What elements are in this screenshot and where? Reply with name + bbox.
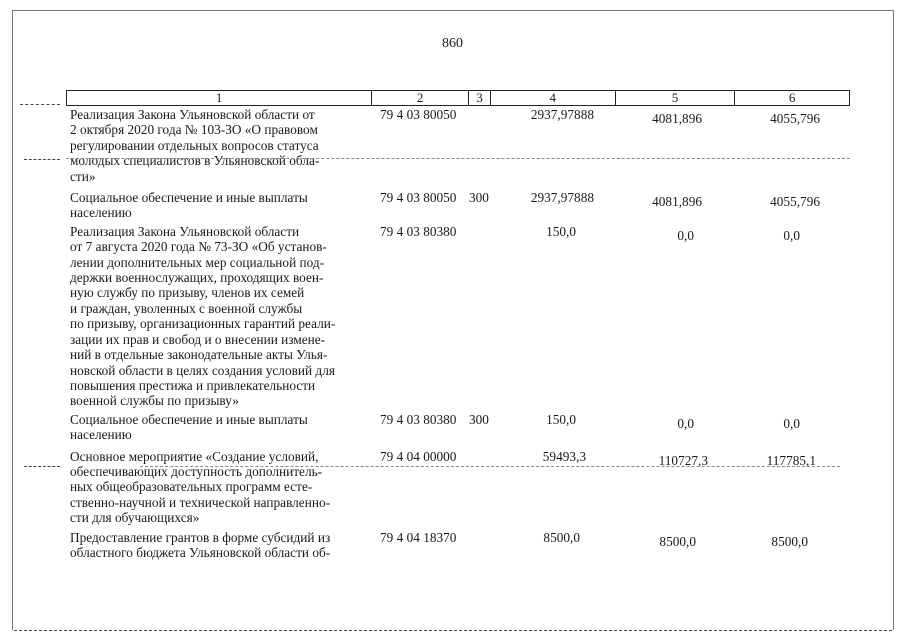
row-value-2022: 117785,1: [766, 452, 816, 468]
scan-dash-row-1: [66, 158, 850, 160]
row-value-2020: 8500,0: [543, 529, 580, 545]
table-header-row: [66, 90, 850, 106]
header-col-4: 4: [491, 91, 616, 105]
row-name-line: регулировании отдельных вопросов статуса: [70, 137, 319, 153]
table-row: [66, 107, 850, 184]
row-value-2021: 110727,3: [658, 452, 708, 468]
table-row: [66, 190, 850, 221]
row-value-2021: 0,0: [677, 415, 694, 431]
scan-dash-row-2: [140, 466, 840, 468]
row-code: 79 4 03 80050: [380, 190, 457, 206]
row-value-2022: 0,0: [783, 227, 800, 243]
row-name-line: обеспечивающих доступность дополнитель-: [70, 463, 323, 479]
row-name-line: Социальное обеспечение и иные выплаты: [70, 190, 308, 206]
row-expense-type: 300: [469, 190, 489, 206]
header-col-1: 1: [67, 91, 372, 105]
table-row: [66, 224, 850, 409]
row-name-line: и граждан, уволенных с военной службы: [70, 300, 303, 316]
row-name-line: повышения престижа и привлекательности: [70, 377, 316, 393]
scan-frame-left: [12, 10, 13, 630]
row-value-2020: 150,0: [546, 223, 576, 239]
row-expense-type: 300: [469, 411, 489, 427]
row-code: 79 4 03 80050: [380, 107, 457, 122]
row-name-line: зации их прав и свобод и о внесении измене-: [70, 331, 326, 347]
budget-table: [66, 90, 850, 560]
header-col-3: 3: [469, 91, 491, 105]
table-row: [66, 449, 850, 526]
row-value-2022: 8500,0: [771, 533, 808, 549]
row-value-2020: 2937,97888: [530, 190, 594, 206]
row-value-2021: 4081,896: [652, 111, 702, 126]
row-name-line: областного бюджета Ульяновской области об-: [70, 544, 331, 560]
header-col-2: 2: [372, 91, 469, 105]
header-col-5: 5: [616, 91, 736, 105]
row-name-line: Реализация Закона Ульяновской области от: [70, 107, 315, 122]
table-row: [66, 530, 850, 561]
row-name-line: 2 октября 2020 года № 103-ЗО «О правовом: [70, 122, 318, 138]
row-value-2021: 0,0: [677, 227, 694, 243]
row-value-2022: 0,0: [783, 415, 800, 431]
row-name-line: держки военнослужащих, проходящих воен-: [70, 270, 324, 286]
row-name-line: Реализация Закона Ульяновской области: [70, 223, 300, 239]
header-col-6: 6: [788, 90, 796, 105]
row-name-line: ную службу по призыву, членов их семей: [70, 285, 305, 301]
row-expense-type: [469, 530, 491, 561]
row-name-line: Социальное обеспечение и иные выплаты: [70, 411, 308, 427]
row-name-line: ственно-научной и технической направленно-: [70, 494, 331, 510]
row-name: [66, 224, 372, 409]
row-name-line: населению: [70, 205, 132, 221]
row-name: [66, 107, 372, 184]
scan-frame-right: [893, 10, 894, 630]
row-value-2021: 4081,896: [652, 194, 702, 210]
row-name-line: по призыву, организационных гарантий реали-: [70, 316, 336, 332]
row-name-line: лении дополнительных мер социальной под-: [70, 254, 325, 270]
row-code: 79 4 03 80380: [380, 411, 457, 427]
row-name-line: ных общеобразовательных программ есте-: [70, 479, 313, 495]
row-code: 79 4 04 00000: [380, 448, 457, 464]
row-name-line: сти»: [70, 168, 96, 184]
row-value-2022: 4055,796: [770, 111, 820, 126]
row-value-2021: 8500,0: [659, 533, 696, 549]
scan-dash-left-2: [24, 159, 60, 161]
scan-dash-bottom: [14, 630, 892, 632]
row-name: [66, 530, 372, 561]
row-name-line: Основное мероприятие «Создание условий,: [70, 448, 319, 464]
row-name-line: населению: [70, 427, 132, 443]
row-expense-type: [469, 449, 491, 526]
row-code: 79 4 04 18370: [380, 529, 457, 545]
scan-dash-left-3: [24, 466, 60, 468]
row-code: 79 4 03 80380: [380, 223, 457, 239]
row-expense-type: [469, 224, 491, 409]
row-name-line: Предоставление грантов в форме субсидий из: [70, 529, 331, 545]
page-number: 860: [442, 36, 463, 51]
row-name-line: военной службы по призыву»: [70, 393, 239, 409]
row-value-2020: 150,0: [546, 411, 576, 427]
scan-frame-top: [12, 10, 894, 11]
row-name: [66, 190, 372, 221]
row-expense-type: [469, 107, 491, 184]
row-name-line: ний в отдельные законодательные акты Улья-: [70, 347, 328, 363]
scan-dash-left-1: [20, 104, 60, 106]
row-name: [66, 412, 372, 443]
row-value-2020: 59493,3: [542, 448, 586, 464]
row-value-2022: 4055,796: [770, 194, 820, 210]
row-value-2020: 2937,97888: [530, 107, 594, 122]
table-row: [66, 412, 850, 443]
row-name: [66, 449, 372, 526]
row-name-line: сти для обучающихся»: [70, 510, 200, 526]
row-name-line: новской области в целях создания условий для: [70, 362, 335, 378]
row-name-line: от 7 августа 2020 года № 73-ЗО «Об установ-: [70, 239, 327, 255]
row-name-line: молодых специалистов в Ульяновской обла-: [70, 153, 320, 169]
